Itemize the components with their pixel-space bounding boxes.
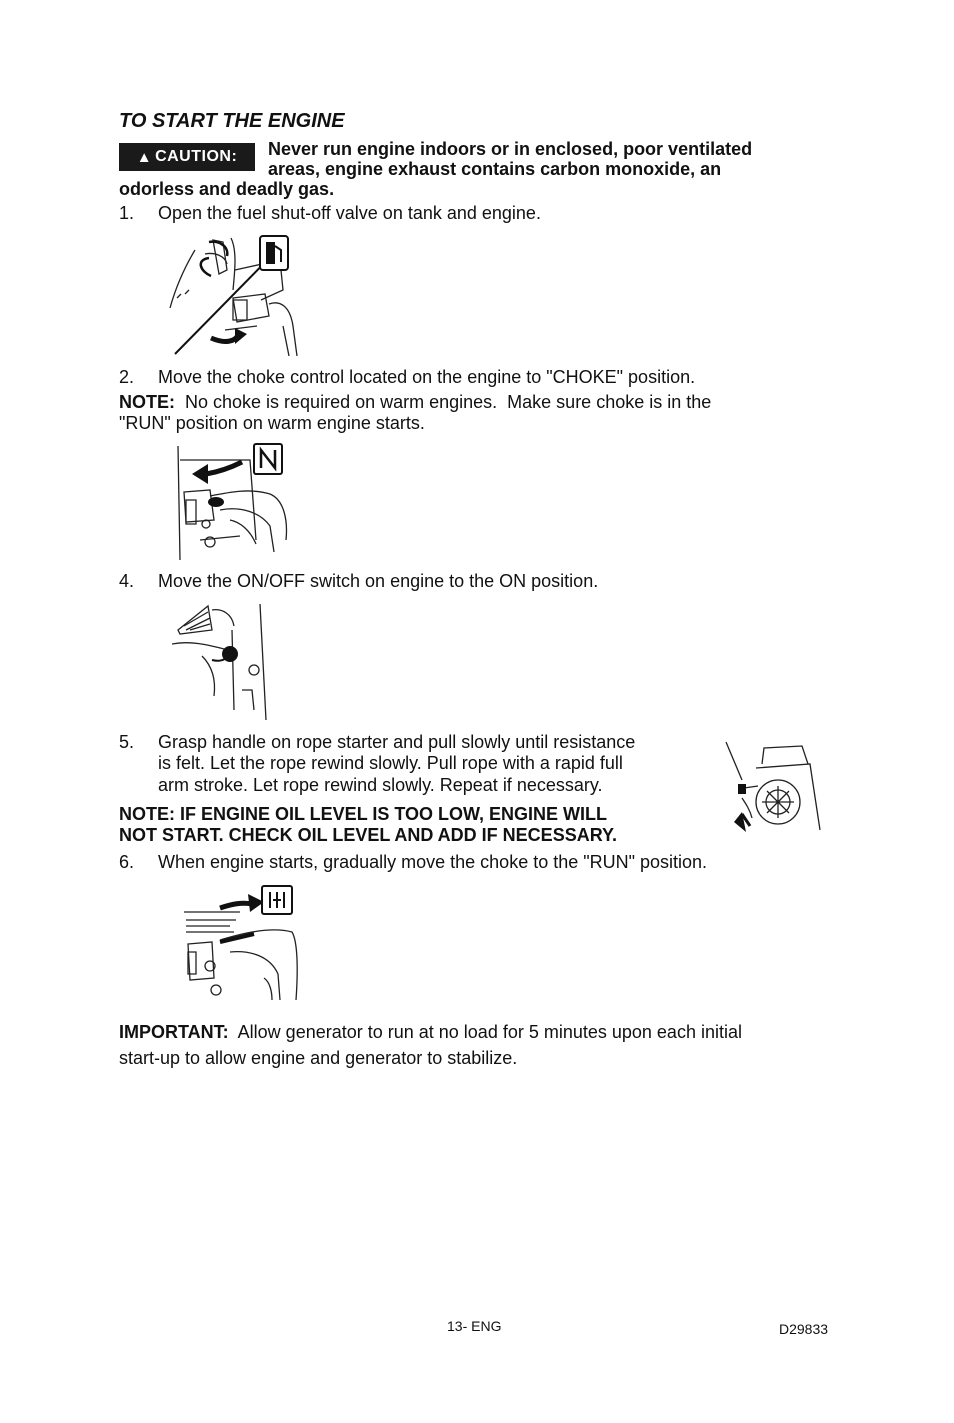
step-text: When engine starts, gradually move the choke to the "RUN" position. (158, 852, 708, 872)
important-note (119, 1019, 839, 1071)
step-1 (119, 203, 819, 225)
choke-closed-icon (254, 444, 282, 474)
step-2 (119, 367, 819, 389)
note-oil-line-1: NOTE: IF ENGINE OIL LEVEL IS TOO LOW, ENGINE WILL (119, 804, 608, 824)
step-number: 2. (119, 367, 135, 387)
document-code: D29833 (779, 1321, 829, 1337)
page-title: TO START THE ENGINE (119, 110, 345, 132)
choke-run-illustration (180, 882, 304, 1002)
step-text-line-3: arm stroke. Let rope rewind slowly. Repeat if necessary. (158, 775, 603, 795)
note-warm-engine (119, 392, 819, 434)
important-line-2: start-up to allow engine and generator to stabilize. (119, 1048, 518, 1068)
note-line-1: No choke is required on warm engines. Make sure choke is in the (175, 392, 712, 412)
step-number: 4. (119, 571, 135, 591)
on-off-switch-illustration (172, 600, 272, 722)
step-4 (119, 571, 819, 593)
fuel-pump-icon (260, 236, 288, 270)
choke-illustration (170, 440, 300, 562)
step-6 (119, 852, 819, 874)
choke-run-icon (262, 886, 292, 914)
step-number: 1. (119, 203, 135, 223)
step-number: 5. (119, 732, 135, 752)
page-number: 13- ENG (447, 1318, 502, 1334)
step-5 (119, 732, 719, 798)
important-line-1: Allow generator to run at no load for 5 minutes upon each initial (228, 1022, 742, 1042)
step-number: 6. (119, 852, 135, 872)
important-label: IMPORTANT: (119, 1022, 229, 1042)
note-oil-line-2: NOT START. CHECK OIL LEVEL AND ADD IF NECESSARY. (119, 825, 618, 845)
rope-starter-illustration (722, 738, 824, 834)
note-oil-level (119, 804, 719, 846)
step-text: Open the fuel shut-off valve on tank and engine. (158, 203, 541, 223)
step-text-line-2: is felt. Let the rope rewind slowly. Pull rope with a rapid full (158, 753, 623, 773)
step-text-line-1: Grasp handle on rope starter and pull slowly until resistance (158, 732, 636, 752)
fuel-valve-illustration (165, 230, 305, 356)
note-line-2: "RUN" position on warm engine starts. (119, 413, 425, 433)
note-label: NOTE: (119, 392, 175, 412)
caution-triangle-icon: ▲ (136, 148, 153, 166)
step-text: Move the ON/OFF switch on engine to the ON position. (158, 571, 599, 591)
step-text: Move the choke control located on the engine to "CHOKE" position. (158, 367, 696, 387)
caution-line-3: odorless and deadly gas. (119, 179, 335, 199)
caution-line-2: areas, engine exhaust contains carbon monoxide, an (268, 159, 722, 179)
caution-line-1: Never run engine indoors or in enclosed, poor ventilated (268, 139, 753, 159)
caution-text (119, 139, 819, 199)
caution-badge-label: CAUTION: (155, 148, 238, 165)
